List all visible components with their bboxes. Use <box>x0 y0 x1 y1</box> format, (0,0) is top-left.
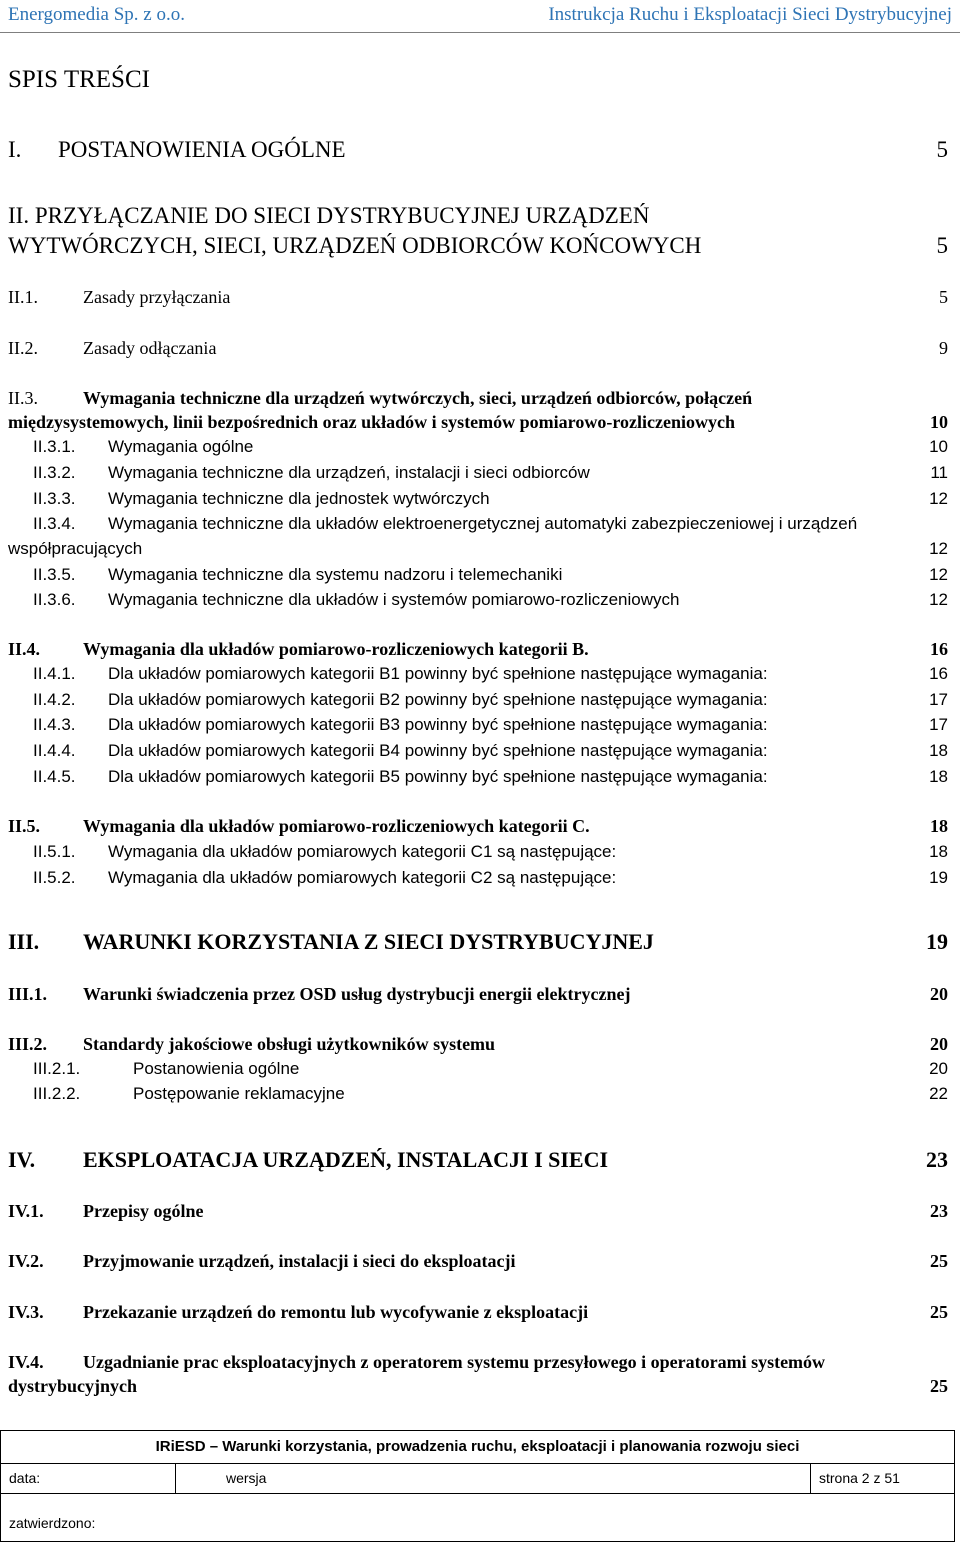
toc-entry-text: Wymagania techniczne dla układów i systemów pomiarowo-rozliczeniowych <box>108 590 680 609</box>
toc-entry-text: Postanowienia ogólne <box>133 1059 300 1078</box>
toc-title: SPIS TREŚCI <box>8 66 150 93</box>
toc-entry-page: 25 <box>930 1251 948 1271</box>
toc-entry-number: IV. <box>8 1147 36 1172</box>
toc-entry-number: II.3.4. <box>33 514 76 533</box>
page-footer <box>0 1430 955 1542</box>
toc-entry-text: Wymagania techniczne dla jednostek wytwórczych <box>108 489 490 508</box>
toc-entry-number: IV.4. <box>8 1352 44 1372</box>
toc-entry-number: II.2. <box>8 338 38 358</box>
toc-entry-number: II.3.6. <box>33 590 76 609</box>
toc-entry-page: 19 <box>929 868 948 887</box>
toc-entry-page: 16 <box>930 639 948 659</box>
toc-entry-number: II.1. <box>8 287 38 307</box>
toc-entry-page: 23 <box>930 1201 948 1221</box>
toc-entry-page: 17 <box>929 715 948 734</box>
toc-entry[interactable] <box>0 514 960 564</box>
toc-entry-text: II. PRZYŁĄCZANIE DO SIECI DYSTRYBUCYJNEJ URZĄDZEŃ <box>8 203 650 228</box>
footer-row <box>1 1493 954 1541</box>
toc-entry-text: Zasady przyłączania <box>83 287 231 307</box>
page-header <box>0 0 960 30</box>
toc-entry-text: Dla układów pomiarowych kategorii B1 powinny być spełnione następujące wymagania: <box>108 664 768 683</box>
toc-entry-number: IV.2. <box>8 1251 44 1271</box>
toc-entry-page: 17 <box>929 690 948 709</box>
toc-entry-number: III.2.1. <box>33 1059 81 1078</box>
toc-entry-text: Standardy jakościowe obsługi użytkowników systemu <box>83 1034 496 1054</box>
toc-entry-number: II.4.1. <box>33 664 76 683</box>
toc-entry-number: II.3. <box>8 388 38 408</box>
toc-entry-page: 25 <box>930 1376 948 1396</box>
toc-entry-number: II.4.4. <box>33 741 76 760</box>
toc-entry-page: 25 <box>930 1302 948 1322</box>
toc-entry-text: Warunki świadczenia przez OSD usług dystrybucji energii elektrycznej <box>83 984 631 1004</box>
toc-entry-text: Dla układów pomiarowych kategorii B4 powinny być spełnione następujące wymagania: <box>108 741 768 760</box>
toc-entry-page: 12 <box>929 489 948 508</box>
toc-entry-page: 10 <box>929 437 948 456</box>
toc-entry-text: Dla układów pomiarowych kategorii B3 powinny być spełnione następujące wymagania: <box>108 715 768 734</box>
toc-entry-text: Dla układów pomiarowych kategorii B5 powinny być spełnione następujące wymagania: <box>108 767 768 786</box>
toc-entry-text: Przekazanie urządzeń do remontu lub wycofywanie z eksploatacji <box>83 1302 589 1322</box>
toc-entry[interactable] <box>0 1352 960 1402</box>
toc-entry[interactable] <box>0 388 960 438</box>
toc-entry-text: Wymagania techniczne dla systemu nadzoru i telemechaniki <box>108 565 563 584</box>
toc-entry-text: dystrybucyjnych <box>8 1376 138 1396</box>
toc-entry-number: II.3.2. <box>33 463 76 482</box>
toc-entry-number: II.3.5. <box>33 565 76 584</box>
toc-entry-number: III. <box>8 929 40 954</box>
toc-entry-page: 5 <box>939 287 948 307</box>
toc-entry-page: 20 <box>929 1059 948 1078</box>
footer-title: IRiESD – Warunki korzystania, prowadzenia ruchu, eksploatacji i planowania rozwoju sieci <box>1 1431 954 1464</box>
toc-entry-page: 12 <box>929 539 948 558</box>
header-divider <box>0 32 960 33</box>
toc-entry-number: III.2.2. <box>33 1084 81 1103</box>
toc-entry-number: I. <box>8 137 22 162</box>
toc-entry-page: 11 <box>930 463 948 482</box>
toc-entry-number: III.2. <box>8 1034 48 1054</box>
toc-entry-text: WARUNKI KORZYSTANIA Z SIECI DYSTRYBUCYJNEJ <box>83 929 654 954</box>
toc-entry-number: II.4.5. <box>33 767 76 786</box>
toc-entry-text: Przyjmowanie urządzeń, instalacji i sieci do eksploatacji <box>83 1251 516 1271</box>
toc-entry-number: II.3.3. <box>33 489 76 508</box>
toc-entry-page: 18 <box>929 741 948 760</box>
footer-page-number: strona 2 z 51 <box>819 1470 900 1486</box>
toc-entry-text: Wymagania techniczne dla układów elektroenergetycznej automatyki zabezpieczeniowej i urządzeń <box>108 514 858 533</box>
toc-entry-number: II.4.2. <box>33 690 76 709</box>
toc-entry-text: Przepisy ogólne <box>83 1201 204 1221</box>
toc-entry-text: Wymagania dla układów pomiarowych kategorii C1 są następujące: <box>108 842 617 861</box>
toc-entry-number: II.5.2. <box>33 868 76 887</box>
footer-row <box>1 1463 954 1494</box>
toc-entry-text: Wymagania ogólne <box>108 437 254 456</box>
toc-entry-page: 10 <box>930 412 948 432</box>
footer-version-label: wersja <box>176 1463 811 1493</box>
toc-entry-number: II.3.1. <box>33 437 76 456</box>
toc-entry-text: Wymagania dla układów pomiarowych kategorii C2 są następujące: <box>108 868 617 887</box>
document-title: Instrukcja Ruchu i Eksploatacji Sieci Dystrybucyjnej <box>548 4 952 25</box>
toc-entry-page: 5 <box>936 233 948 258</box>
toc-entry-text: Postępowanie reklamacyjne <box>133 1084 345 1103</box>
toc-entry-page: 12 <box>929 565 948 584</box>
toc-entry-text: POSTANOWIENIA OGÓLNE <box>58 137 346 162</box>
toc-entry-text: międzysystemowych, linii bezpośrednich oraz układów i systemów pomiarowo-rozliczeniowych <box>8 412 735 432</box>
toc-entry-number: IV.3. <box>8 1302 44 1322</box>
toc-entry-page: 9 <box>939 338 948 358</box>
toc-entry-text: współpracujących <box>8 539 143 558</box>
toc-entry-page: 20 <box>930 984 948 1004</box>
toc-entry-page: 23 <box>926 1147 948 1172</box>
toc-entry-text: WYTWÓRCZYCH, SIECI, URZĄDZEŃ ODBIORCÓW KOŃCOWYCH <box>8 233 702 258</box>
toc-entry-page: 22 <box>929 1084 948 1103</box>
toc-entry-page: 18 <box>929 842 948 861</box>
toc-entry-page: 5 <box>936 137 948 162</box>
toc-entry-page: 16 <box>929 664 948 683</box>
toc-entry-text: EKSPLOATACJA URZĄDZEŃ, INSTALACJI I SIECI <box>83 1147 609 1172</box>
toc-entry-page: 18 <box>929 767 948 786</box>
toc-entry-page: 20 <box>930 1034 948 1054</box>
toc-entry-number: II.5. <box>8 816 41 836</box>
toc-entry-number: II.4.3. <box>33 715 76 734</box>
toc-entry-text: Wymagania dla układów pomiarowo-rozliczeniowych kategorii C. <box>83 816 590 836</box>
toc-entry-page: 18 <box>930 816 948 836</box>
toc-entry-page: 19 <box>926 929 948 954</box>
toc-entry-page: 12 <box>929 590 948 609</box>
toc-entry-number: II.4. <box>8 639 41 659</box>
toc-entry-text: Wymagania techniczne dla urządzeń, instalacji i sieci odbiorców <box>108 463 590 482</box>
footer-approved-label: zatwierdzono: <box>9 1515 96 1531</box>
toc-entry-text: Uzgadnianie prac eksploatacyjnych z operatorem systemu przesyłowego i operatorami systemów <box>83 1352 826 1372</box>
toc-entry-text: Dla układów pomiarowych kategorii B2 powinny być spełnione następujące wymagania: <box>108 690 768 709</box>
toc-entry-number: II.5.1. <box>33 842 76 861</box>
toc-entry[interactable] <box>0 203 960 263</box>
toc-entry-number: IV.1. <box>8 1201 44 1221</box>
toc-entry-text: Zasady odłączania <box>83 338 217 358</box>
company-name: Energomedia Sp. z o.o. <box>8 4 185 25</box>
toc-entry-number: III.1. <box>8 984 48 1004</box>
toc-entry-text: Wymagania techniczne dla urządzeń wytwórczych, sieci, urządzeń odbiorców, połączeń <box>83 388 753 408</box>
toc-entry-text: Wymagania dla układów pomiarowo-rozliczeniowych kategorii B. <box>83 639 589 659</box>
footer-date-label: data: <box>1 1463 176 1493</box>
